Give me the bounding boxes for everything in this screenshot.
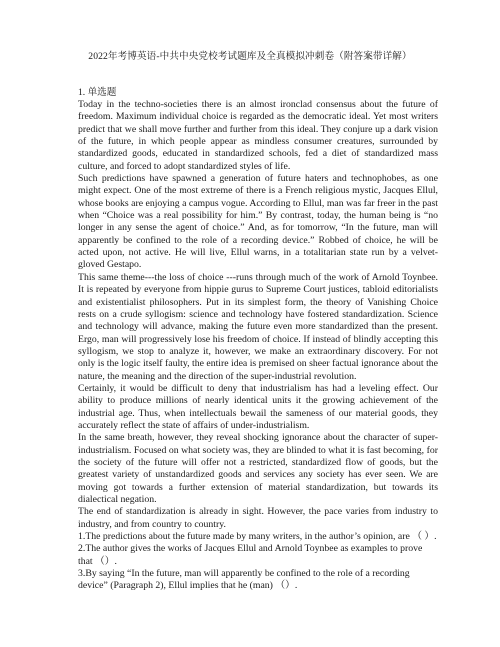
paragraph: This same theme---the loss of choice ---runs through much of the work of Arnold Toynbee. It is repeated by everyone from hippie gurus to Supreme Court justices, tabloid editorialists and existentialist philosophers. Put in its simplest form, the theory of Vanishing Choice rests on a crude syllogism: science and technology have fostered standardization. Science and technology will advance, making the future even more standardized than the present. Ergo, man will progressively lose his freedom of choice. If instead of blindly accepting this syllogism, we stop to analyze it, however, we make an extraordinary discovery. For not only is the logic itself faulty, the entire idea is premised on sheer factual ignorance about the nature, the meaning and the direction of the super-industrial revolution. <box>78 271 438 382</box>
paragraph: The end of standardization is already in sight. However, the pace varies from industry to industry, and from country to country. <box>78 506 438 530</box>
paragraph: In the same breath, however, they reveal shocking ignorance about the character of super-industrialism. Focused on what society was, they are blinded to what it is fast becoming, for the society of the future will offer not a restricted, standardized flow of goods, but the greatest variety of unstandardized goods and services any society has ever seen. We are moving got towards a further extension of material standardization, but towards its dialectical negation. <box>78 432 438 505</box>
paragraph: Today in the techno-societies there is an almost ironclad consensus about the future of freedom. Maximum individual choice is regarded as the democratic ideal. Yet most writers predict that we shall move further and further from this ideal. They conjure up a dark vision of the future, in which people appear as mindless consumer creatures, surrounded by standardized goods, educated in standardized schools, fed a diet of standardized mass culture, and forced to adopt standardized styles of life. <box>78 99 438 172</box>
document-title: 2022年考博英语-中共中央党校考试题库及全真模拟冲刺卷（附答案带详解） <box>88 51 412 62</box>
paragraph: Such predictions have spawned a generation of future haters and technophobes, as one might expect. One of the most extreme of there is a French religious mystic, Jacques Ellul, whose books are enjoying a campus vogue. According to Ellul, man was far freer in the past when “Choice was a real possibility for him.” By contrast, today, the human being is “no longer in any sense the agent of choice.” And, as for tomorrow, “In the future, man will apparently be confined to the role of a recording device.” Robbed of choice, he will be acted upon, not active. He will live, Ellul warns, in a totalitarian state run by a velvet-gloved Gestapo. <box>78 173 438 271</box>
question-3: 3.By saying “In the future, man will apparently be confined to the role of a recording device” (Paragraph 2), Ellul implies that he (man) （）. <box>78 568 410 592</box>
section-heading: 1. 单选题 <box>78 87 117 98</box>
passage-body <box>78 99 438 593</box>
paragraph: Certainly, it would be difficult to deny that industrialism has had a leveling effect. Our ability to produce millions of nearly identical units it the growing achievement of the industrial age. Thus, when intellectuals bewail the sameness of our material goods, they accurately reflect the state of affairs of under-industrialism. <box>78 382 438 431</box>
question-2: 2.The author gives the works of Jacques Ellul and Arnold Toynbee as examples to prove that （）. <box>78 543 423 567</box>
question-1: 1.The predictions about the future made by many writers, in the author’s opinion, are （ ）. <box>78 531 437 543</box>
